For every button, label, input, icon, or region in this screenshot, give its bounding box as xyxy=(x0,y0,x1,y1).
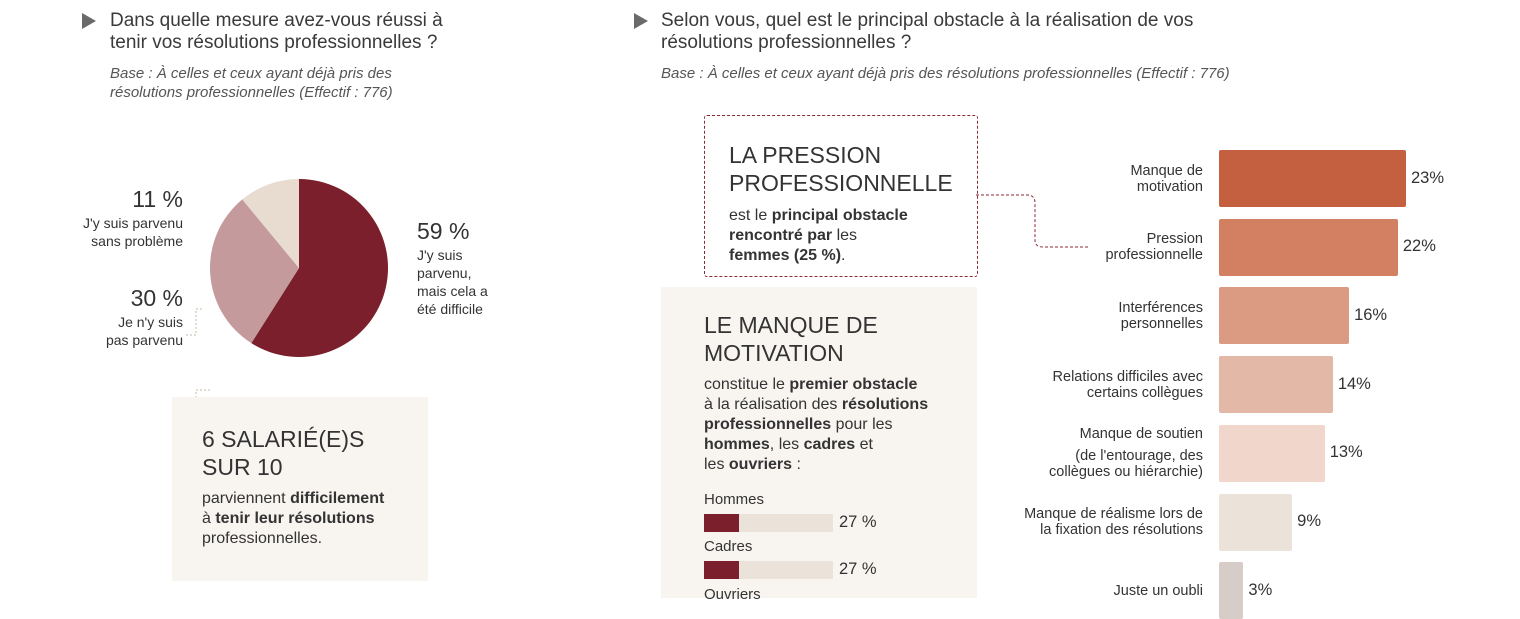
salaries-box-text: parviennent difficilement à tenir leur résolutions professionnelles. xyxy=(202,490,385,547)
bar-label-4: Relations difficiles avec certains collègues xyxy=(1052,368,1203,401)
mini-bar-value-cadres: 27 % xyxy=(839,560,877,578)
bar-value-1: 23% xyxy=(1411,168,1445,187)
pie-label-11-value: 11 % xyxy=(132,186,183,212)
mini-bar-fill-hommes xyxy=(704,514,739,532)
pie-label-30-text: Je n'y suis pas parvenu xyxy=(105,314,183,348)
left-base-note: Base : À celles et ceux ayant déjà pris des résolutions professionnelles (Effectif : 776) xyxy=(110,65,393,101)
bar-6 xyxy=(1219,494,1292,551)
obstacles-bar-chart xyxy=(990,140,1510,598)
mini-bar-track-hommes xyxy=(704,514,833,532)
motivation-summary-box xyxy=(661,287,977,603)
bar-label-3: Interférences personnelles xyxy=(1118,299,1203,332)
bar-value-4: 14% xyxy=(1337,374,1371,393)
bar-1 xyxy=(1219,150,1406,207)
pie-label-30-value: 30 % xyxy=(130,285,183,311)
bar-value-6: 9% xyxy=(1297,512,1322,530)
bullet-triangle-icon xyxy=(634,13,648,29)
mini-bar-fill-cadres xyxy=(704,561,739,579)
mini-bar-label-ouvriers: Ouvriers xyxy=(704,586,761,603)
right-question: Selon vous, quel est le principal obstacle à la réalisation de vos résolutions professionnelles ? xyxy=(661,10,1194,53)
bar-4 xyxy=(1219,356,1333,413)
bar-value-2: 22% xyxy=(1402,237,1436,256)
mini-bar-value-hommes: 27 % xyxy=(839,513,877,531)
bar-value-5: 13% xyxy=(1329,443,1363,462)
bar-5 xyxy=(1219,425,1325,482)
pie-label-59-value: 59 % xyxy=(417,218,470,244)
salaries-summary-box xyxy=(172,397,428,581)
right-base-note: Base : À celles et ceux ayant déjà pris des résolutions professionnelles (Effectif : 776) xyxy=(661,65,1230,82)
mini-bar-label-hommes: Hommes xyxy=(704,491,765,508)
bar-2 xyxy=(1219,219,1398,276)
pie-label-59-text: J'y suis parvenu, mais cela a été difficile xyxy=(417,247,488,317)
motivation-box-title: LE MANQUE DE MOTIVATION xyxy=(704,312,878,366)
bar-value-3: 16% xyxy=(1354,305,1388,324)
bar-label-5: Manque de soutien (de l'entourage, des collègues ou hiérarchie) xyxy=(1049,426,1203,481)
bar-label-7: Juste un oubli xyxy=(1113,582,1203,599)
pression-callout-box xyxy=(704,115,978,277)
bar-label-2: Pression professionnelle xyxy=(1105,231,1203,264)
bar-7 xyxy=(1219,562,1243,619)
mini-bar-label-cadres: Cadres xyxy=(704,538,753,555)
bar-3 xyxy=(1219,287,1349,344)
motivation-box-text: constitue le premier obstacle à la réalisation des résolutions professionnelles pour les hommes, les cadres et les ouvriers : xyxy=(704,376,929,473)
pie-label-11-text: J'y suis parvenu sans problème xyxy=(83,215,183,249)
mini-bar-track-cadres xyxy=(704,561,833,579)
bullet-triangle-icon xyxy=(82,13,96,29)
pression-box-text: est le principal obstacle rencontré par les femmes (25 %). xyxy=(729,207,908,264)
left-question: Dans quelle mesure avez-vous réussi à tenir vos résolutions professionnelles ? xyxy=(110,10,443,53)
bar-label-6: Manque de réalisme lors de la fixation des résolutions xyxy=(1024,506,1203,538)
bar-value-7: 3% xyxy=(1248,580,1273,599)
pression-box-title: LA PRESSION PROFESSIONNELLE xyxy=(729,142,953,196)
salaries-box-title: 6 SALARIÉ(E)S SUR 10 xyxy=(202,426,365,480)
bar-label-1: Manque de motivation xyxy=(1130,162,1203,195)
